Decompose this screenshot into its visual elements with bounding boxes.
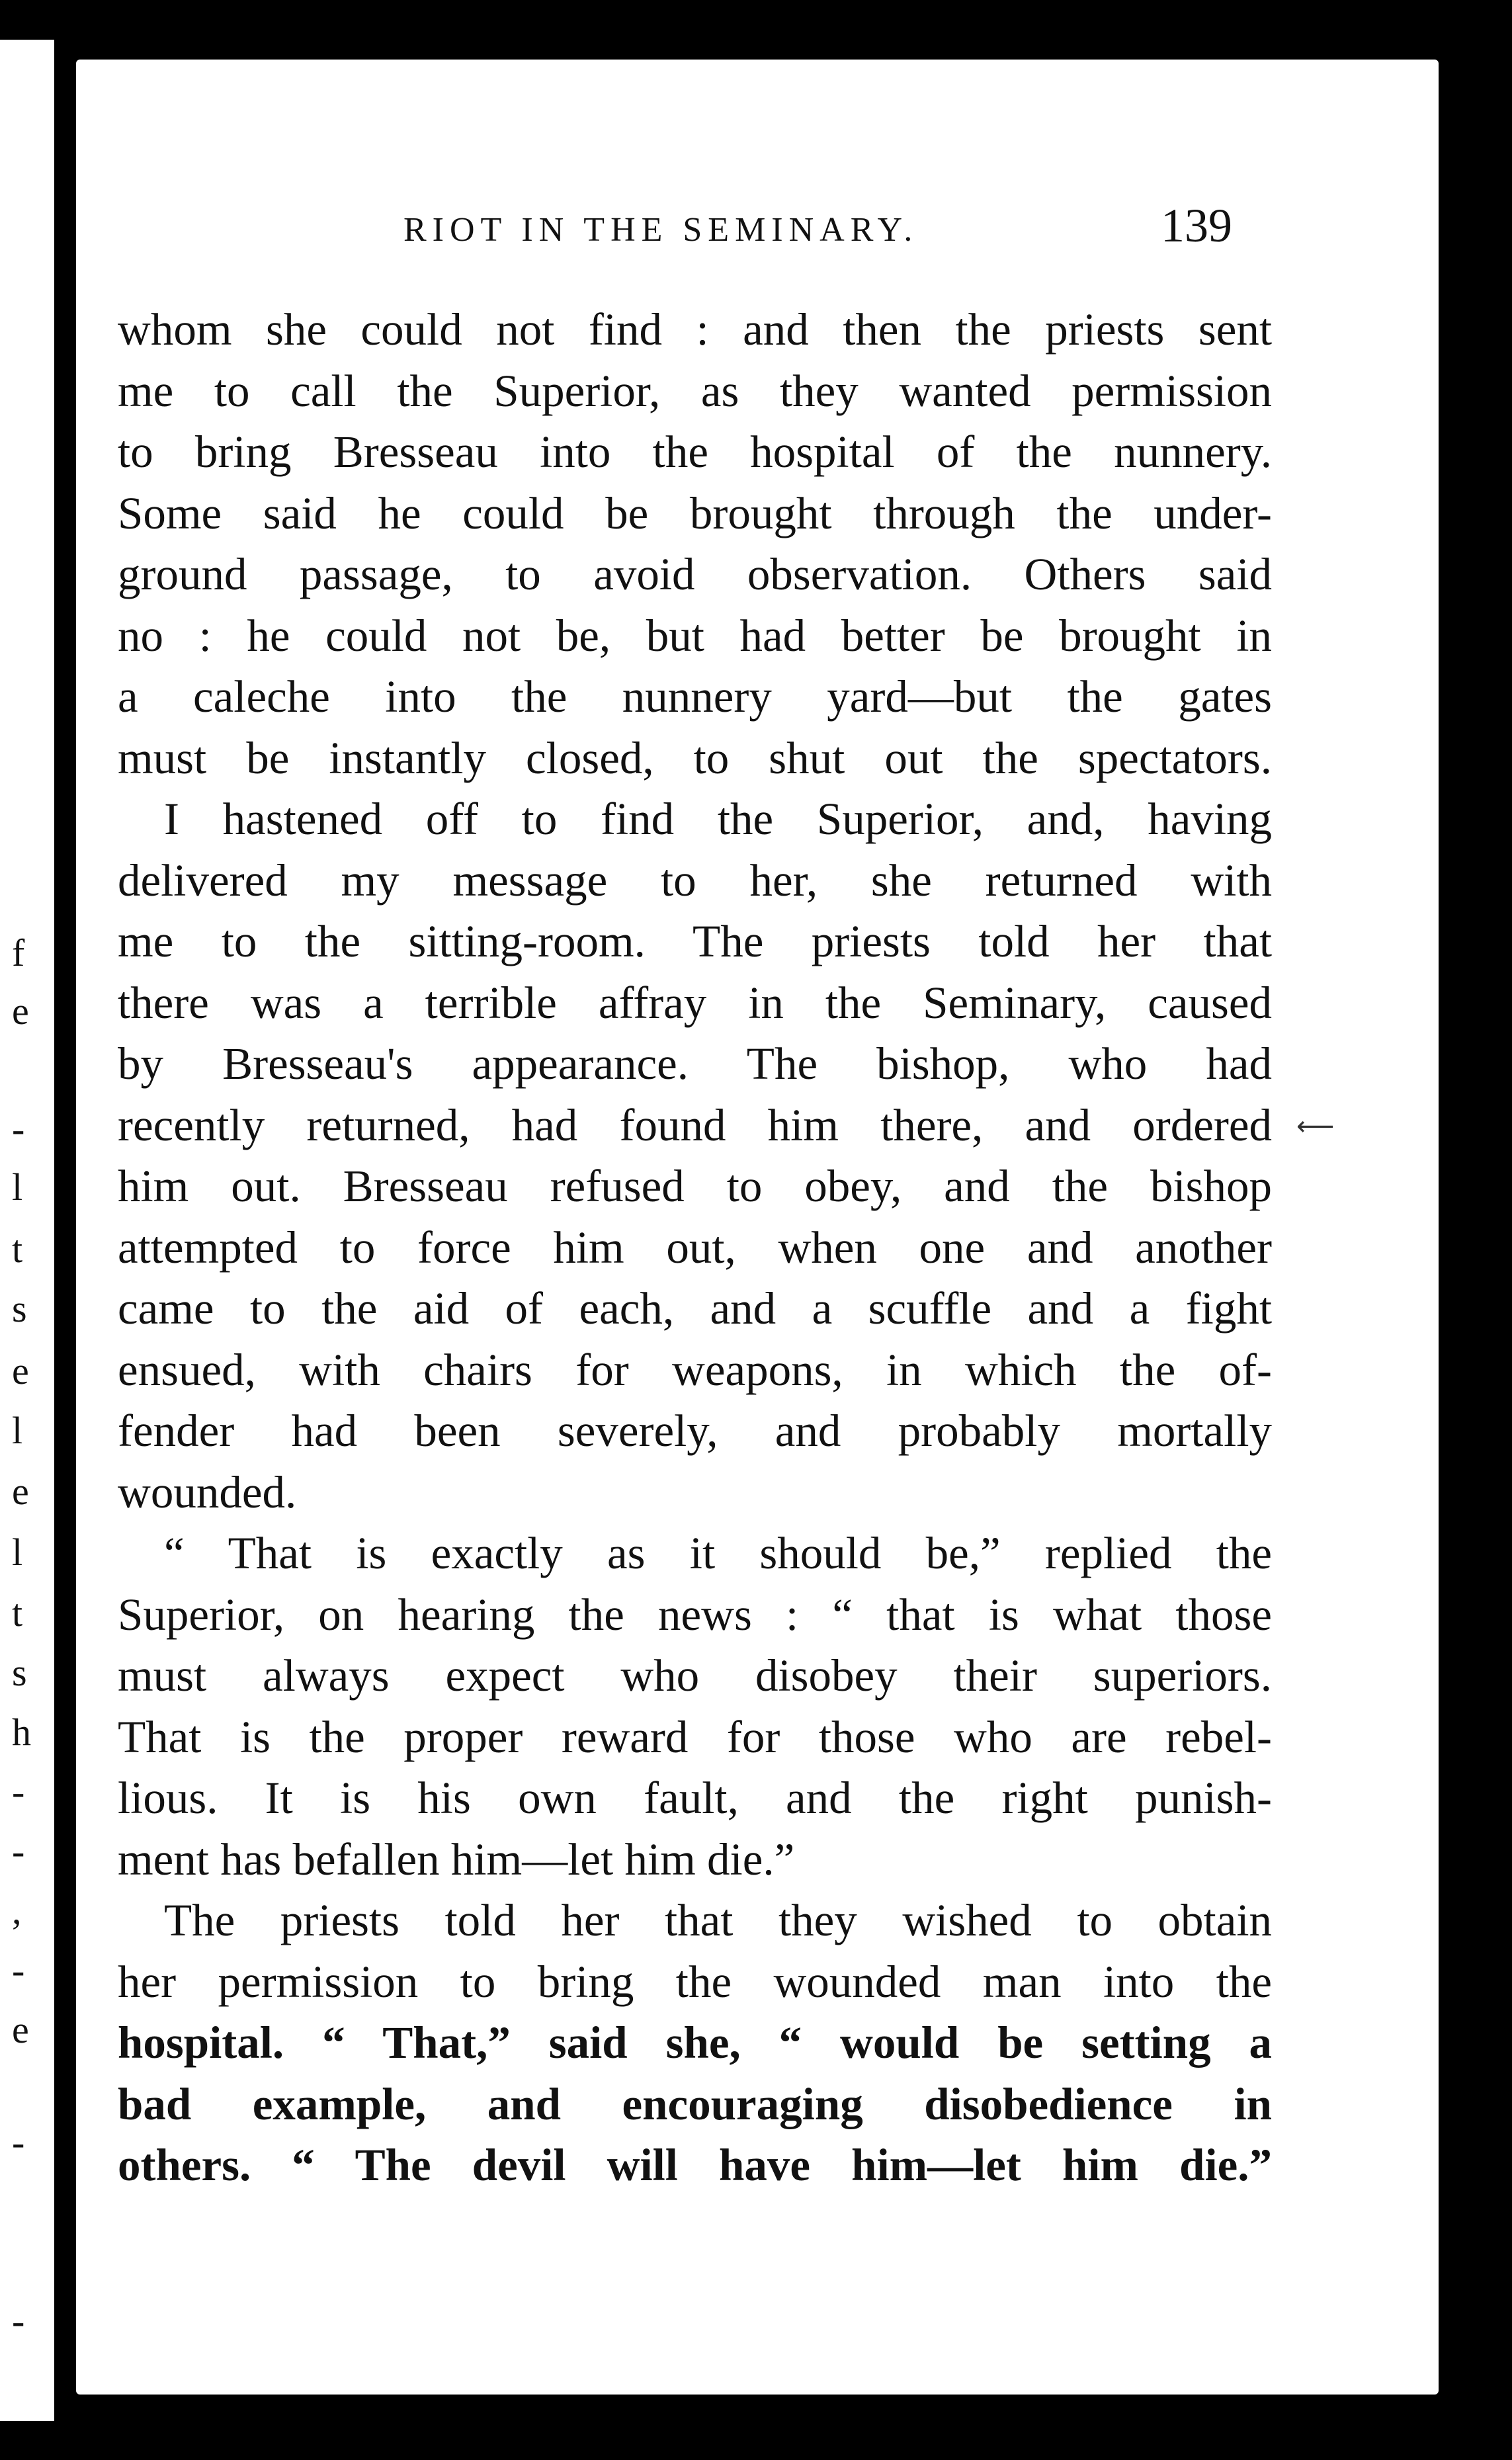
facing-page-fragment: l <box>12 1409 23 1452</box>
text-line: ment has befallen him—let him die.” <box>118 1834 795 1885</box>
facing-page-fragment: - <box>12 2121 25 2164</box>
facing-page-fragment: - <box>12 1830 25 1873</box>
text-line: me to the sitting-room. The priests told her that <box>118 916 1272 966</box>
facing-page-fragment: - <box>12 2299 25 2342</box>
text-line: bad example, and encouraging disobedience in <box>118 2078 1272 2129</box>
text-line: me to call the Superior, as they wanted permission <box>118 365 1272 416</box>
facing-page-fragment: e <box>12 1349 29 1392</box>
text-line: no : he could not be, but had better be brought in <box>118 610 1272 661</box>
text-line: Some said he could be brought through the under- <box>118 488 1272 538</box>
facing-page-fragment: t <box>12 1591 23 1634</box>
running-head: RIOT IN THE SEMINARY. <box>403 211 919 249</box>
text-line: came to the aid of each, and a scuffle and a fight <box>118 1283 1272 1334</box>
page-number: 139 <box>1161 199 1232 252</box>
paragraph <box>118 1890 1272 2196</box>
facing-page-fragment: , <box>12 1889 22 1932</box>
paragraph <box>118 788 1272 1523</box>
text-line: delivered my message to her, she returned with <box>118 855 1272 906</box>
facing-page-fragment: t <box>12 1228 23 1271</box>
facing-page-fragment: h <box>12 1711 31 1754</box>
text-line: Superior, on hearing the news : “ that is what those <box>118 1589 1272 1640</box>
facing-page-fragment: l <box>12 1166 23 1209</box>
facing-page-fragment: e <box>12 2008 29 2051</box>
text-line: That is the proper reward for those who are rebel- <box>118 1711 1272 1762</box>
paragraph <box>118 1523 1272 1890</box>
facing-page-fragment: l <box>12 1531 23 1574</box>
text-line: lious. It is his own fault, and the right punish- <box>118 1773 1272 1823</box>
text-line: to bring Bresseau into the hospital of the nunnery. <box>118 427 1272 477</box>
margin-mark-icon: ⟵ <box>1296 1111 1335 1142</box>
facing-page-fragment: s <box>12 1287 27 1330</box>
text-line: recently returned, had found him there, and ordered <box>118 1099 1272 1150</box>
facing-page-fragment: - <box>12 1107 25 1150</box>
text-line: her permission to bring the wounded man into the <box>118 1956 1272 2007</box>
facing-page-fragment: e <box>12 990 29 1033</box>
facing-page-fragment: e <box>12 1470 29 1513</box>
facing-page-fragment: s <box>12 1651 27 1694</box>
facing-page-fragment: f <box>12 931 25 974</box>
paragraph <box>118 299 1272 788</box>
text-line: others. “ The devil will have him—let him die.” <box>118 2140 1272 2190</box>
text-line: must always expect who disobey their superiors. <box>118 1650 1272 1701</box>
text-line: The priests told her that they wished to obtain <box>164 1895 1272 1945</box>
text-line: whom she could not find : and then the priests sent <box>118 304 1272 355</box>
facing-page-fragment: - <box>12 1770 25 1813</box>
text-line: there was a terrible affray in the Seminary, caused <box>118 977 1272 1028</box>
facing-page-edge <box>0 40 54 2421</box>
text-line: must be instantly closed, to shut out the spectators. <box>118 732 1272 783</box>
text-line: fender had been severely, and probably mortally <box>118 1406 1272 1456</box>
text-line: ensued, with chairs for weapons, in which the of- <box>118 1344 1272 1395</box>
text-line: ground passage, to avoid observation. Others said <box>118 549 1272 599</box>
text-line: hospital. “ That,” said she, “ would be setting a <box>118 2017 1272 2068</box>
text-line: wounded. <box>118 1466 297 1517</box>
text-line: “ That is exactly as it should be,” replied the <box>164 1528 1272 1578</box>
body-text <box>118 299 1272 2196</box>
text-line: I hastened off to find the Superior, and, having <box>164 794 1272 844</box>
facing-page-fragment: - <box>12 1949 25 1992</box>
text-line: attempted to force him out, when one and another <box>118 1222 1272 1273</box>
text-line: a caleche into the nunnery yard—but the gates <box>118 671 1272 722</box>
text-line: by Bresseau's appearance. The bishop, who had <box>118 1039 1272 1089</box>
text-line: him out. Bresseau refused to obey, and the bishop <box>118 1161 1272 1211</box>
